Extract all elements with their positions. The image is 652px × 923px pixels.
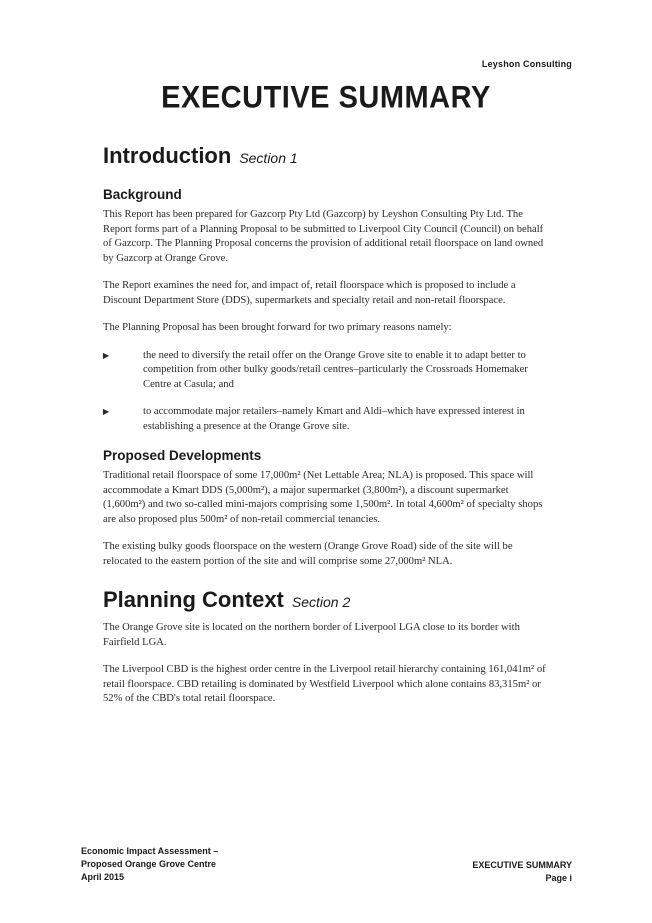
list-item-text: to accommodate major retailers–namely Kmart and Aldi–which have expressed interest in establishing a presence at the Orange Grove site. [143,406,525,432]
paragraph: The Planning Proposal has been brought forward for two primary reasons namely: [103,322,452,333]
section-introduction-heading [103,141,551,173]
section-number: Section 1 [239,150,298,166]
footer-line: Proposed Orange Grove Centre [81,859,217,869]
list-item-text: the need to diversify the retail offer on the Orange Grove site to enable it to adapt better to competition from other bulky goods/retail centres–particularly the Crossroads Homemaker Centre at Casula; and [143,349,528,390]
section-number: Section 2 [291,594,351,610]
document-body [103,141,551,720]
footer-line: April 2015 [81,872,125,882]
list-item [103,405,551,434]
section-title: Planning Context [103,587,284,612]
list-item [103,349,551,393]
footer-section-label: EXECUTIVE SUMMARY [472,860,572,870]
paragraph: The existing bulky goods floorspace on the western (Orange Grove Road) side of the site will be relocated to the eastern portion of the site and will comprise some 27,000m² NLA. [103,541,513,567]
paragraph: The Liverpool CBD is the highest order centre in the Liverpool retail hierarchy containing 161,041m² of retail floorspace. CBD retailing is dominated by Westfield Liverpool which alone contains 83,315m² or 52% of the CBD's total retail floorspace. [103,664,546,704]
paragraph: The Report examines the need for, and impact of, retail floorspace which is proposed to include a Discount Department Store (DDS), supermarkets and specialty retail and non-retail floorspace. [103,280,516,306]
paragraph: This Report has been prepared for Gazcorp Pty Ltd (Gazcorp) by Leyshon Consulting Pty Ltd. The Report forms part of a Planning Proposal to be submitted to Liverpool City Council (Council) on behalf of Gazcorp. The Planning Proposal concerns the provision of additional retail floorspace on land owned by Gazcorp at Orange Grove. [103,209,544,264]
footer-line: Economic Impact Assessment – [81,846,219,856]
paragraph: Traditional retail floorspace of some 17,000m² (Net Lettable Area; NLA) is proposed. This space will accommodate a Kmart DDS (5,000m²), a major supermarket (3,800m²), a discount supermarket (1,600m²) and two so-called mini-majors comprising some 1,500m². In total 4,600m² of specialty shops are also proposed plus 500m² of non-retail commercial tenancies. [103,470,543,525]
footer-document-info [81,845,218,884]
subheading-background: Background [103,187,182,202]
section-title: Introduction [103,143,232,168]
subheading-proposed-developments: Proposed Developments [103,448,262,463]
triangle-bullet-icon: ▶ [103,350,110,360]
page-number: Page i [545,873,572,883]
footer-page-info [472,859,572,885]
paragraph: The Orange Grove site is located on the northern border of Liverpool LGA close to its border with Fairfield LGA. [103,622,520,648]
section-planning-heading [103,585,551,617]
page-title: EXECUTIVE SUMMARY [161,80,491,116]
triangle-bullet-icon: ▶ [103,407,110,416]
reasons-list [103,349,551,435]
company-header: Leyshon Consulting [481,59,572,69]
